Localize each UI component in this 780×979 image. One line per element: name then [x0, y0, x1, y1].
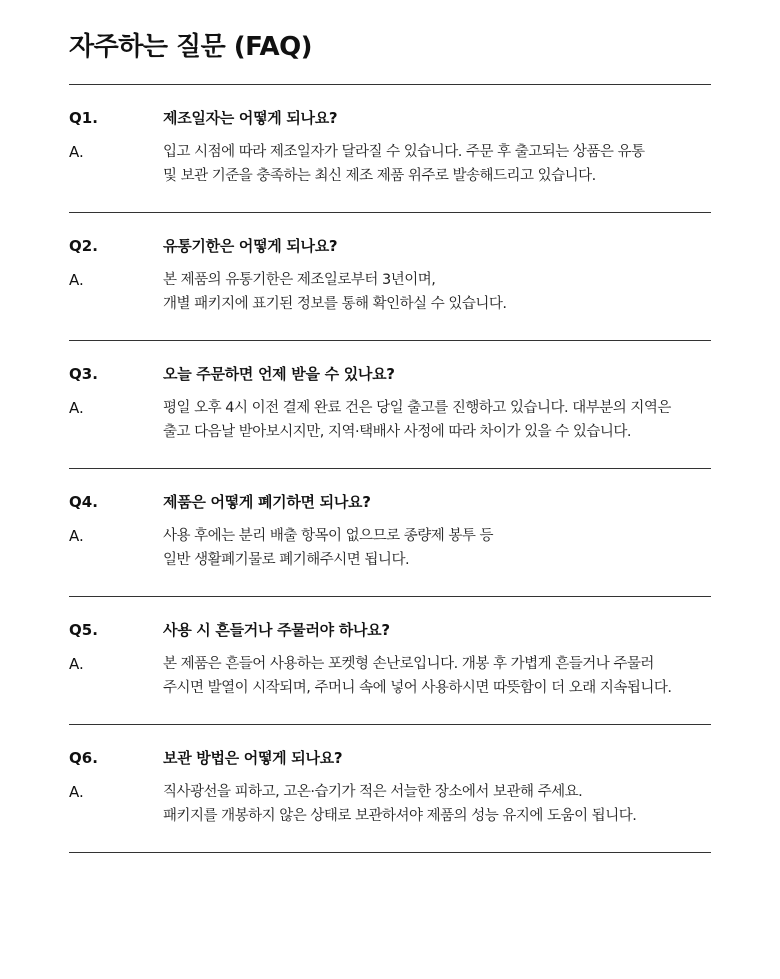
answer-line: 일반 생활폐기물로 폐기해주시면 됩니다.: [163, 552, 410, 568]
faq-item-4: [69, 469, 711, 597]
question-number: Q6.: [69, 749, 98, 767]
answer-label: A.: [69, 271, 84, 289]
answer-line: 본 제품은 흔들어 사용하는 포켓형 손난로입니다. 개봉 후 가볍게 흔들거나 주물러: [163, 656, 654, 672]
answer-label: A.: [69, 527, 84, 545]
answer-text: [163, 524, 723, 572]
answer-line: 평일 오후 4시 이전 결제 완료 건은 당일 출고를 진행하고 있습니다. 대부분의 지역은: [163, 400, 671, 416]
faq-list: [69, 84, 711, 853]
answer-line: 출고 다음날 받아보시지만, 지역·택배사 사정에 따라 차이가 있을 수 있습니다.: [163, 424, 632, 440]
answer-line: 주시면 발열이 시작되며, 주머니 속에 넣어 사용하시면 따뜻함이 더 오래 지속됩니다.: [163, 680, 672, 696]
question-text: 제품은 어떻게 폐기하면 되나요?: [163, 493, 371, 511]
question-text: 보관 방법은 어떻게 되나요?: [163, 749, 343, 767]
question-row: [69, 619, 711, 641]
answer-text: [163, 652, 723, 700]
answer-line: 및 보관 기준을 충족하는 최신 제조 제품 위주로 발송해드리고 있습니다.: [163, 168, 596, 184]
question-text: 오늘 주문하면 언제 받을 수 있나요?: [163, 365, 395, 383]
question-number: Q5.: [69, 621, 98, 639]
page-title: 자주하는 질문 (FAQ): [69, 32, 313, 62]
faq-item-5: [69, 597, 711, 725]
answer-text: [163, 268, 723, 316]
answer-line: 패키지를 개봉하지 않은 상태로 보관하셔야 제품의 성능 유지에 도움이 됩니다.: [163, 808, 637, 824]
answer-label: A.: [69, 143, 84, 161]
answer-line: 본 제품의 유통기한은 제조일로부터 3년이며,: [163, 272, 436, 288]
question-number: Q3.: [69, 365, 98, 383]
faq-item-6: [69, 725, 711, 853]
answer-text: [163, 780, 723, 828]
question-number: Q1.: [69, 109, 98, 127]
answer-label: A.: [69, 399, 84, 417]
question-row: [69, 107, 711, 129]
faq-item-3: [69, 341, 711, 469]
answer-line: 개별 패키지에 표기된 정보를 통해 확인하실 수 있습니다.: [163, 296, 507, 312]
answer-line: 직사광선을 피하고, 고온·습기가 적은 서늘한 장소에서 보관해 주세요.: [163, 784, 583, 800]
question-row: [69, 491, 711, 513]
question-row: [69, 235, 711, 257]
faq-item-2: [69, 213, 711, 341]
answer-label: A.: [69, 655, 84, 673]
answer-label: A.: [69, 783, 84, 801]
question-row: [69, 363, 711, 385]
question-text: 사용 시 흔들거나 주물러야 하나요?: [163, 621, 390, 639]
question-row: [69, 747, 711, 769]
faq-item-1: [69, 85, 711, 213]
question-number: Q2.: [69, 237, 98, 255]
answer-line: 입고 시점에 따라 제조일자가 달라질 수 있습니다. 주문 후 출고되는 상품은 유통: [163, 144, 645, 160]
question-number: Q4.: [69, 493, 98, 511]
answer-line: 사용 후에는 분리 배출 항목이 없으므로 종량제 봉투 등: [163, 528, 494, 544]
question-text: 제조일자는 어떻게 되나요?: [163, 109, 338, 127]
question-text: 유통기한은 어떻게 되나요?: [163, 237, 338, 255]
answer-text: [163, 396, 723, 444]
answer-text: [163, 140, 723, 188]
